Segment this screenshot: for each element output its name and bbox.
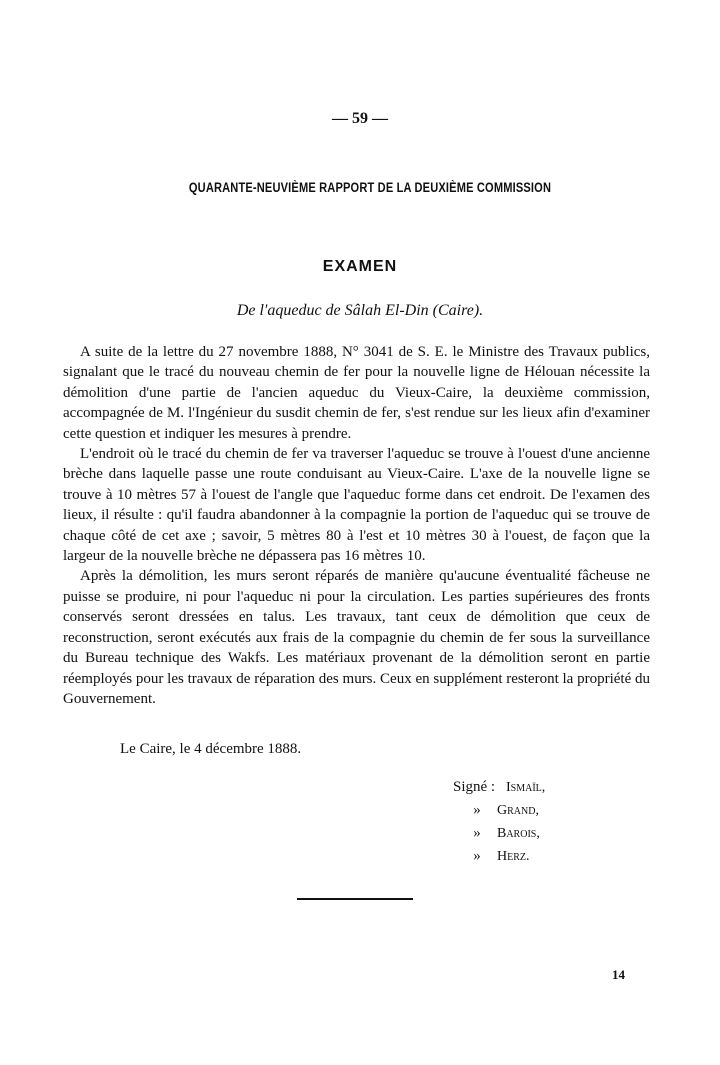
signature-row [453, 776, 545, 799]
separator-rule [297, 898, 413, 900]
signature-block [453, 776, 545, 868]
signatory-name: Barois, [497, 826, 540, 841]
signature-label: Signé : [453, 779, 496, 795]
signature-row [453, 799, 545, 822]
ditto-mark: » [473, 825, 481, 841]
paragraph: Après la démolition, les murs seront réparés de manière qu'aucune éventualité fâcheuse ne puisse se produire, ni pour l'aqueduc ni pour la circulation. Les parties supérieures des fronts conservés seront dressées en talus. Les travaux, tant ceux de démolition que ceux de reconstruction, seront exécutés aux frais de la compagnie du chemin de fer sous la surveillance du Bureau technique des Wakfs. Les matériaux provenant de la démolition seront en partie réemployés pour les travaux de réparation des murs. Ceux en supplément resteront la propriété du Gouvernement. [63, 568, 650, 707]
signatory-name: Grand, [497, 803, 539, 818]
paragraph: A suite de la lettre du 27 novembre 1888, N° 3041 de S. E. le Ministre des Travaux publics, signalant que le tracé du nouveau chemin de fer pour la nouvelle ligne de Hélouan nécessite la démolition d'une partie de l'ancien aqueduc du Vieux-Caire, la deuxième commission, accompagnée de M. l'Ingénieur du susdit chemin de fer, s'est rendue sur les lieux afin d'examiner cette question et indiquer les mesures à prendre. [63, 344, 650, 442]
signature-row [453, 845, 545, 868]
ditto-mark: » [473, 848, 481, 864]
place-date: Le Caire, le 4 décembre 1888. [120, 741, 302, 757]
ditto-mark: » [473, 802, 481, 818]
report-body [63, 342, 650, 709]
printer-signature-mark: 14 [612, 967, 625, 982]
signature-row [453, 822, 545, 845]
page-number: — 59 — [332, 110, 388, 127]
paragraph: L'endroit où le tracé du chemin de fer va traverser l'aqueduc se trouve à l'ouest d'une ancienne brèche dans laquelle passe une route conduisant au Vieux-Caire. L'axe de la nouvelle ligne se trouve à 10 mètres 57 à l'ouest de l'angle que l'aqueduc forme dans cet endroit. De l'examen des lieux, il résulte : qu'il faudra abandonner à la compagnie la portion de l'aqueduc qui se trouve de chaque côté de cet axe ; savoir, 5 mètres 80 à l'est et 10 mètres 30 à l'ouest, de façon que la largeur de la nouvelle brèche ne dépassera pas 16 mètres 10. [63, 446, 650, 565]
section-heading: EXAMEN [322, 258, 398, 275]
signatory-name: Ismaïl, [506, 780, 546, 795]
signatory-name: Herz. [497, 849, 530, 864]
subheading: De l'aqueduc de Sâlah El-Din (Caire). [236, 302, 484, 319]
report-title: QUARANTE-NEUVIÈME RAPPORT DE LA DEUXIÈME COMMISSION [188, 180, 552, 195]
